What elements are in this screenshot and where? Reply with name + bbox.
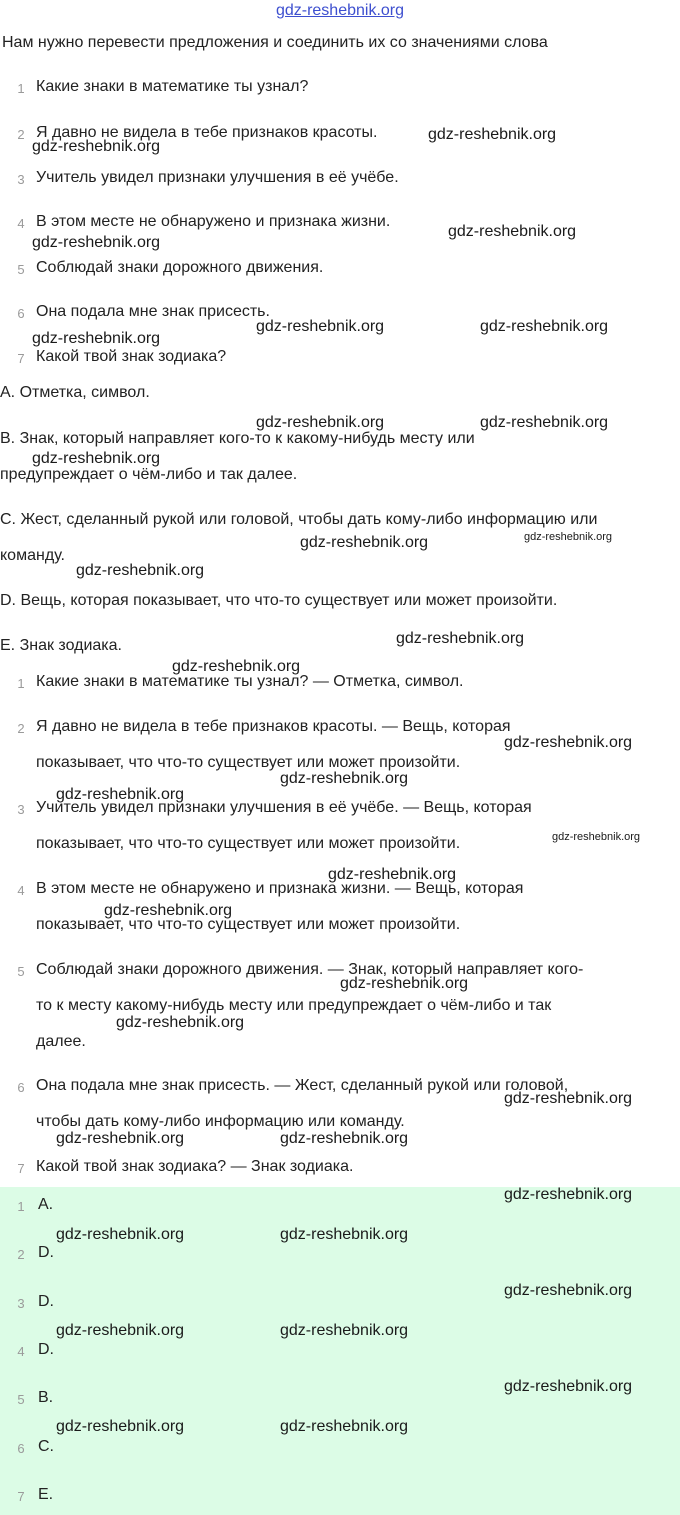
watermark-text: gdz-reshebnik.org [32, 450, 161, 467]
answer-letter: D. [38, 1293, 54, 1310]
item-number: 4 [17, 883, 25, 898]
item-number: 2 [17, 721, 25, 736]
watermark-text: gdz-reshebnik.org [480, 414, 609, 431]
explanation-line: Я давно не видела в тебе признаков красоты. — Вещь, которая [36, 718, 511, 735]
watermark-text: gdz-reshebnik.org [256, 414, 385, 431]
explanation-line: В этом месте не обнаружено и признака жизни. — Вещь, которая [36, 880, 524, 897]
explanation-line: Какие знаки в математике ты узнал? — Отметка, символ. [36, 673, 464, 690]
watermark-text: gdz-reshebnik.org [256, 318, 385, 335]
watermark-text: gdz-reshebnik.org [56, 1418, 185, 1435]
item-number: 1 [17, 676, 25, 691]
meaning-d: D. Вещь, которая показывает, что что-то существует или может произойти. [0, 592, 558, 609]
watermark-text: gdz-reshebnik.org [56, 786, 185, 803]
item-number: 5 [17, 964, 25, 979]
item-number: 5 [17, 262, 25, 277]
item-number: 7 [17, 1161, 25, 1176]
watermark-text: gdz-reshebnik.org [552, 831, 641, 843]
sentence-text: Какой твой знак зодиака? [36, 348, 227, 365]
task-intro: Нам нужно перевести предложения и соединить их со значениями слова [2, 34, 548, 51]
watermark-text: gdz-reshebnik.org [56, 1130, 185, 1147]
answer-letter: E. [38, 1486, 54, 1503]
item-number: 4 [17, 1344, 25, 1359]
watermark-text: gdz-reshebnik.org [280, 1130, 409, 1147]
item-number: 3 [17, 802, 25, 817]
sentence-text: Какие знаки в математике ты узнал? [36, 78, 309, 95]
item-number: 6 [17, 306, 25, 321]
watermark-text: gdz-reshebnik.org [428, 126, 557, 143]
sentence-text: В этом месте не обнаружено и признака жизни. [36, 213, 391, 230]
answer-letter: D. [38, 1341, 54, 1358]
item-number: 4 [17, 216, 25, 231]
watermark-text: gdz-reshebnik.org [504, 1186, 633, 1203]
watermark-text: gdz-reshebnik.org [280, 1418, 409, 1435]
watermark-text: gdz-reshebnik.org [504, 1282, 633, 1299]
item-number: 2 [17, 127, 25, 142]
explanation-line: то к месту какому-нибудь месту или предупреждает о чём-либо и так [36, 997, 552, 1014]
explanation-line: показывает, что что-то существует или может произойти. [36, 835, 461, 852]
item-number: 6 [17, 1441, 25, 1456]
meaning-e: E. Знак зодиака. [0, 637, 122, 654]
watermark-text: gdz-reshebnik.org [280, 770, 409, 787]
answer-letter: B. [38, 1389, 54, 1406]
watermark-text: gdz-reshebnik.org [504, 1378, 633, 1395]
sentence-text: Учитель увидел признаки улучшения в её учёбе. [36, 169, 399, 186]
explanation-line: показывает, что что-то существует или может произойти. [36, 754, 461, 771]
watermark-text: gdz-reshebnik.org [396, 630, 525, 647]
watermark-text: gdz-reshebnik.org [280, 1226, 409, 1243]
item-number: 1 [17, 81, 25, 96]
watermark-text: gdz-reshebnik.org [280, 1322, 409, 1339]
meaning-b: B. Знак, который направляет кого-то к какому-нибудь месту или [0, 430, 475, 447]
watermark-text: gdz-reshebnik.org [172, 658, 301, 675]
item-number: 5 [17, 1392, 25, 1407]
answer-letter: A. [38, 1196, 54, 1213]
item-number: 3 [17, 172, 25, 187]
explanation-line: Учитель увидел признаки улучшения в её учёбе. — Вещь, которая [36, 799, 532, 816]
item-number: 7 [17, 351, 25, 366]
explanation-line: Какой твой знак зодиака? — Знак зодиака. [36, 1158, 354, 1175]
sentence-text: Она подала мне знак присесть. [36, 303, 270, 320]
meaning-c-cont: команду. [0, 547, 65, 564]
watermark-text: gdz-reshebnik.org [300, 534, 429, 551]
watermark-text: gdz-reshebnik.org [32, 138, 161, 155]
explanation-line: далее. [36, 1033, 86, 1050]
watermark-text: gdz-reshebnik.org [328, 866, 457, 883]
sentence-text: Я давно не видела в тебе признаков красоты. [36, 124, 378, 141]
sentence-text: Соблюдай знаки дорожного движения. [36, 259, 324, 276]
watermark-text: gdz-reshebnik.org [116, 1014, 245, 1031]
watermark-text: gdz-reshebnik.org [56, 1322, 185, 1339]
item-number: 6 [17, 1080, 25, 1095]
meaning-b-cont: предупреждает о чём-либо и так далее. [0, 466, 298, 483]
watermark-text: gdz-reshebnik.org [524, 531, 613, 543]
explanation-line: показывает, что что-то существует или может произойти. [36, 916, 461, 933]
header-watermark-link[interactable]: gdz-reshebnik.org [275, 2, 405, 19]
watermark-text: gdz-reshebnik.org [76, 562, 205, 579]
watermark-text: gdz-reshebnik.org [504, 1090, 633, 1107]
explanation-line: чтобы дать кому-либо информацию или команду. [36, 1113, 405, 1130]
watermark-text: gdz-reshebnik.org [104, 902, 233, 919]
watermark-text: gdz-reshebnik.org [56, 1226, 185, 1243]
answer-letter: D. [38, 1244, 54, 1261]
answer-letter: C. [38, 1438, 54, 1455]
watermark-text: gdz-reshebnik.org [32, 330, 161, 347]
meaning-c: C. Жест, сделанный рукой или головой, чтобы дать кому-либо информацию или [0, 511, 598, 528]
item-number: 7 [17, 1489, 25, 1504]
watermark-text: gdz-reshebnik.org [448, 223, 577, 240]
watermark-text: gdz-reshebnik.org [504, 734, 633, 751]
item-number: 2 [17, 1247, 25, 1262]
meaning-a: A. Отметка, символ. [0, 384, 150, 401]
explanation-line: Она подала мне знак присесть. — Жест, сделанный рукой или головой, [36, 1077, 569, 1094]
watermark-text: gdz-reshebnik.org [32, 234, 161, 251]
item-number: 1 [17, 1199, 25, 1214]
watermark-text: gdz-reshebnik.org [340, 975, 469, 992]
explanation-line: Соблюдай знаки дорожного движения. — Знак, который направляет кого- [36, 961, 584, 978]
watermark-text: gdz-reshebnik.org [480, 318, 609, 335]
item-number: 3 [17, 1296, 25, 1311]
